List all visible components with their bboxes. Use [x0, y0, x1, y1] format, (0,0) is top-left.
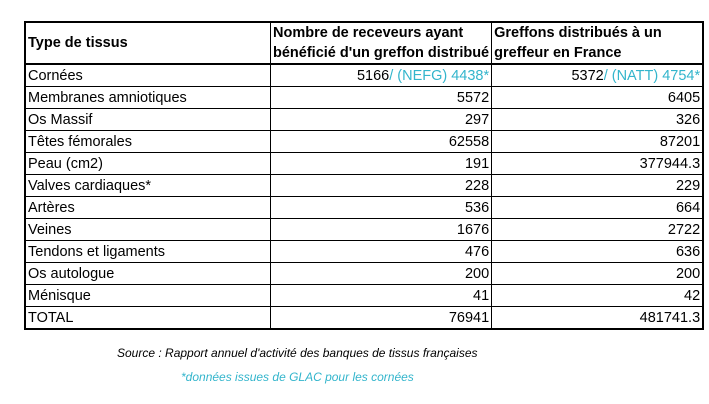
- receveurs-value: 41: [473, 287, 490, 304]
- receveurs-value: 200: [464, 265, 490, 282]
- greffons-value: 664: [675, 199, 701, 216]
- table-row: [25, 307, 703, 330]
- table-row: [25, 285, 703, 307]
- greffons-cell: [492, 241, 704, 263]
- table-row: [25, 263, 703, 285]
- table-row: [25, 197, 703, 219]
- receveurs-cell: [271, 197, 492, 219]
- receveurs-value: 5166: [356, 67, 390, 84]
- row-label: Valves cardiaques*: [25, 175, 271, 197]
- greffons-cell: [492, 109, 704, 131]
- greffons-cell: [492, 307, 704, 330]
- greffons-cell: [492, 285, 704, 307]
- greffons-value: 200: [675, 265, 701, 282]
- row-label: Veines: [25, 219, 271, 241]
- tissue-table: [24, 21, 704, 330]
- receveurs-cell: [271, 263, 492, 285]
- row-label: Os Massif: [25, 109, 271, 131]
- greffons-value: 377944.3: [639, 155, 701, 172]
- row-label: Tendons et ligaments: [25, 241, 271, 263]
- greffons-value: 42: [684, 287, 701, 304]
- footnote: *données issues de GLAC pour les cornées: [181, 370, 414, 384]
- greffons-cell: [492, 87, 704, 109]
- header-receveurs-line2: bénéficié d'un greffon distribué: [273, 45, 490, 61]
- greffons-value: 6405: [667, 89, 701, 106]
- greffons-value: 87201: [659, 133, 701, 150]
- receveurs-cell: [271, 109, 492, 131]
- row-label: Os autologue: [25, 263, 271, 285]
- greffons-cell: [492, 175, 704, 197]
- row-label: Cornées: [25, 64, 271, 87]
- receveurs-cell: [271, 241, 492, 263]
- receveurs-cell: [271, 219, 492, 241]
- table-row: [25, 87, 703, 109]
- receveurs-cell: [271, 87, 492, 109]
- receveurs-cell: [271, 285, 492, 307]
- receveurs-value: 5572: [456, 89, 490, 106]
- greffons-value: 326: [675, 111, 701, 128]
- receveurs-cell: [271, 64, 492, 87]
- table-row: [25, 175, 703, 197]
- receveurs-value: 62558: [448, 133, 490, 150]
- row-label: Membranes amniotiques: [25, 87, 271, 109]
- receveurs-value: 228: [464, 177, 490, 194]
- receveurs-cell: [271, 175, 492, 197]
- greffons-cell: [492, 219, 704, 241]
- table-row: [25, 219, 703, 241]
- table-header-row: [25, 22, 703, 64]
- table-row: [25, 241, 703, 263]
- receveurs-value: 476: [464, 243, 490, 260]
- receveurs-extra: / (NEFG) 4438*: [389, 67, 490, 84]
- receveurs-value: 1676: [456, 221, 490, 238]
- header-type: Type de tissus: [25, 22, 271, 64]
- source-caption: Source : Rapport annuel d'activité des banques de tissus françaises: [117, 346, 478, 360]
- row-label: Têtes fémorales: [25, 131, 271, 153]
- greffons-value: 636: [675, 243, 701, 260]
- table-row: [25, 131, 703, 153]
- greffons-extra: / (NATT) 4754*: [603, 67, 701, 84]
- row-label: TOTAL: [25, 307, 271, 330]
- table-row: [25, 109, 703, 131]
- header-greffons-line2: greffeur en France: [494, 45, 622, 61]
- row-label: Peau (cm2): [25, 153, 271, 175]
- table-row: [25, 153, 703, 175]
- row-label: Artères: [25, 197, 271, 219]
- receveurs-value: 297: [464, 111, 490, 128]
- receveurs-value: 76941: [448, 309, 490, 326]
- table-body: [25, 64, 703, 329]
- row-label: Ménisque: [25, 285, 271, 307]
- header-receveurs-line1: Nombre de receveurs ayant: [273, 25, 464, 41]
- receveurs-cell: [271, 153, 492, 175]
- receveurs-value: 191: [464, 155, 490, 172]
- receveurs-value: 536: [464, 199, 490, 216]
- table-row: [25, 64, 703, 87]
- greffons-cell: [492, 197, 704, 219]
- greffons-cell: [492, 153, 704, 175]
- greffons-value: 2722: [667, 221, 701, 238]
- header-greffons: [492, 22, 704, 64]
- greffons-cell: [492, 64, 704, 87]
- header-greffons-line1: Greffons distribués à un: [494, 25, 662, 41]
- greffons-cell: [492, 131, 704, 153]
- header-receveurs: [271, 22, 492, 64]
- greffons-cell: [492, 263, 704, 285]
- receveurs-cell: [271, 131, 492, 153]
- greffons-value: 5372: [571, 67, 604, 84]
- greffons-value: 481741.3: [639, 309, 701, 326]
- receveurs-cell: [271, 307, 492, 330]
- greffons-value: 229: [675, 177, 701, 194]
